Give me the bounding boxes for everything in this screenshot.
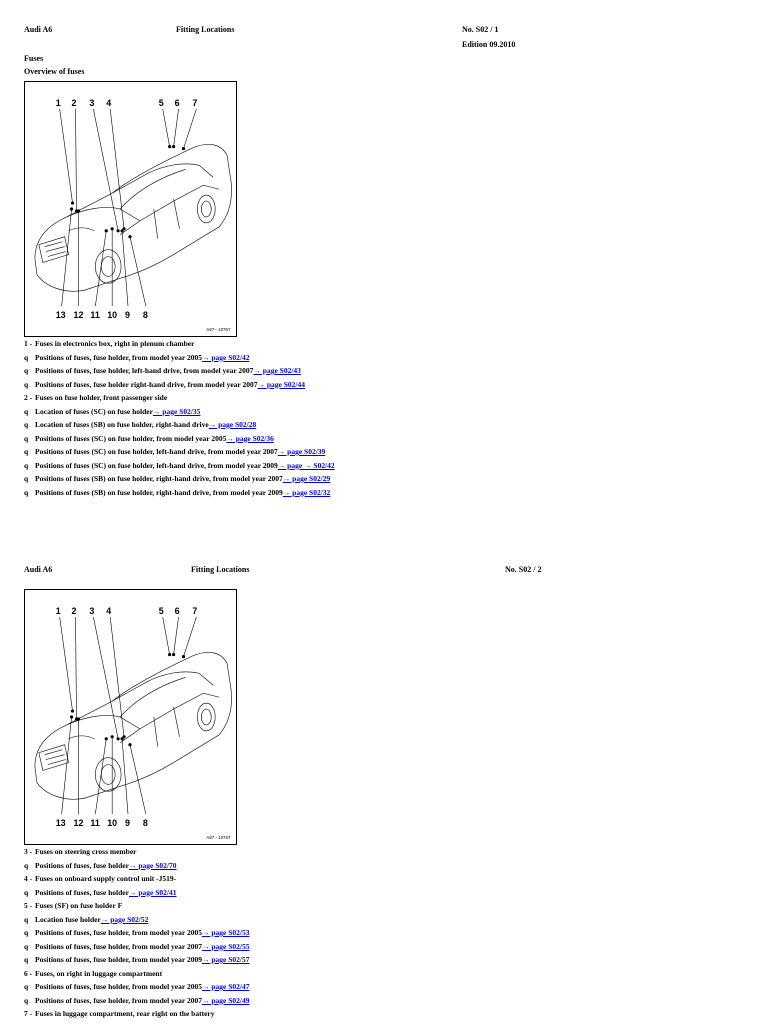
callout-7: 7: [192, 97, 198, 108]
callout-8: 8: [142, 309, 148, 320]
list-item: [24, 380, 305, 389]
list-item: [24, 915, 148, 924]
page-reference-link[interactable]: → page S02/29: [282, 474, 331, 483]
car-illustration: [25, 82, 236, 336]
list-bullet: 5 -: [24, 901, 33, 910]
list-item: [24, 420, 256, 429]
callout-2: 2: [71, 97, 77, 108]
list-item-text: Fuses in electronics box, right in plenum chamber: [35, 339, 195, 348]
list-bullet: q: [24, 433, 29, 443]
list-item: [24, 461, 335, 470]
page-reference-link[interactable]: → page S02/52: [100, 914, 149, 924]
list-bullet: 6 -: [24, 968, 33, 978]
list-item: [24, 996, 249, 1005]
page-title: Fuses: [24, 54, 44, 63]
callout-4: 4: [106, 605, 112, 616]
list-item: [24, 353, 249, 362]
list-bullet: 7 -: [24, 1009, 33, 1018]
list-item: [24, 969, 162, 978]
list-bullet: 3 -: [24, 847, 33, 856]
page-reference-link[interactable]: → page S02/32: [282, 487, 331, 497]
list-bullet: q: [24, 487, 29, 497]
list-item-text: Fuses on onboard supply control unit -J519-: [35, 874, 177, 883]
callout-6: 6: [174, 605, 180, 616]
callout-10: 10: [107, 817, 118, 828]
list-bullet: q: [24, 914, 29, 924]
list-bullet: q: [24, 955, 29, 964]
page-reference-link[interactable]: → page S02/49: [201, 995, 250, 1005]
list-item-text: Fuses (SF) on fuse holder F: [35, 901, 123, 910]
page-reference-link[interactable]: → page S02/28: [208, 420, 257, 429]
callout-13: 13: [55, 309, 66, 320]
list-bullet: q: [24, 941, 29, 951]
callout-5: 5: [158, 605, 164, 616]
callout-13: 13: [55, 817, 66, 828]
page-reference-link[interactable]: → page S02/42: [201, 352, 250, 362]
list-item: [24, 407, 200, 416]
callout-1: 1: [55, 605, 61, 616]
list-item-text: Positions of fuses, fuse holder, from model year 2005: [35, 928, 202, 937]
page-reference-link[interactable]: → page S02/70: [128, 860, 177, 870]
callout-4: 4: [106, 97, 112, 108]
list-item: [24, 447, 325, 456]
list-item-text: Fuses, on right in luggage compartment: [35, 968, 163, 978]
list-item-text: Positions of fuses, fuse holder, from model year 2005: [35, 982, 202, 991]
header-model: Audi A6: [24, 25, 53, 34]
list-item: [24, 861, 176, 870]
list-item: [24, 1009, 215, 1018]
callout-3: 3: [89, 605, 95, 616]
header-section: Fitting Locations: [176, 25, 235, 34]
list-item-text: Positions of fuses, fuse holder, from model year 2007: [35, 995, 202, 1005]
callout-11: 11: [90, 309, 100, 320]
list-item-text: Positions of fuses, fuse holder, from model year 2009: [35, 955, 202, 964]
list-item-text: Positions of fuses, fuse holder, left-hand drive, from model year 2007: [35, 366, 254, 375]
list-item: [24, 434, 274, 443]
callout-10: 10: [107, 309, 118, 320]
page-reference-link[interactable]: → page S02/39: [277, 447, 326, 456]
callout-2: 2: [71, 605, 77, 616]
list-bullet: 1 -: [24, 339, 33, 348]
list-item: [24, 928, 249, 937]
list-bullet: q: [24, 406, 29, 416]
callout-9: 9: [125, 817, 131, 828]
list-item: [24, 982, 249, 991]
list-item-text: Positions of fuses (SC) on fuse holder, from model year 2005: [35, 433, 227, 443]
list-item-text: Positions of fuses, fuse holder, from model year 2007: [35, 941, 202, 951]
list-item-text: Location of fuses (SB) on fuse holder, right-hand drive: [35, 420, 209, 429]
callout-5: 5: [158, 97, 164, 108]
page-reference-link[interactable]: → page S02/36: [226, 433, 274, 443]
list-bullet: q: [24, 474, 29, 483]
page-subtitle: Overview of fuses: [24, 67, 85, 76]
car-fuse-location-figure: [24, 81, 237, 337]
callout-9: 9: [125, 309, 131, 320]
list-bullet: q: [24, 366, 29, 375]
list-item-text: Location fuse holder: [35, 914, 101, 924]
header-number: No. S02 / 1: [462, 25, 499, 34]
list-item-text: Fuses in luggage compartment, rear right on the battery: [35, 1009, 215, 1018]
list-item: [24, 847, 137, 856]
list-item: [24, 888, 176, 897]
list-item: [24, 366, 301, 375]
header-edition: Edition 09.2010: [462, 40, 516, 49]
page-reference-link[interactable]: → page S02/44: [257, 379, 306, 389]
list-item: [24, 955, 249, 964]
list-item: [24, 874, 176, 883]
callout-11: 11: [90, 817, 100, 828]
list-item: [24, 488, 330, 497]
page-reference-link[interactable]: → page → S02/42: [277, 460, 335, 470]
page-reference-link[interactable]: → page S02/57: [201, 955, 250, 964]
list-bullet: q: [24, 928, 29, 937]
list-bullet: q: [24, 887, 29, 897]
list-bullet: q: [24, 352, 29, 362]
list-item-text: Positions of fuses, fuse holder right-hand drive, from model year 2007: [35, 379, 258, 389]
list-item-text: Positions of fuses (SB) on fuse holder, right-hand drive, from model year 2009: [35, 487, 283, 497]
car-fuse-location-figure: [24, 589, 237, 845]
callout-1: 1: [55, 97, 61, 108]
list-item-text: Positions of fuses, fuse holder: [35, 887, 129, 897]
list-item: [24, 339, 194, 348]
page-reference-link[interactable]: → page S02/41: [128, 887, 177, 897]
callout-6: 6: [174, 97, 180, 108]
list-bullet: 2 -: [24, 393, 33, 402]
list-item-text: Positions of fuses, fuse holder, from model year 2005: [35, 352, 202, 362]
page-reference-link[interactable]: → page S02/43: [253, 366, 301, 375]
list-bullet: 4 -: [24, 874, 33, 883]
page-reference-link[interactable]: → page S02/55: [201, 941, 250, 951]
callout-12: 12: [73, 309, 84, 320]
list-item-text: Positions of fuses (SC) on fuse holder, left-hand drive, from model year 2007: [35, 447, 278, 456]
list-bullet: q: [24, 995, 29, 1005]
list-item: [24, 393, 167, 402]
figure-tag: A97 - 10767: [206, 834, 231, 840]
header-model: Audi A6: [24, 565, 53, 574]
figure-tag: A97 - 10767: [206, 326, 231, 332]
callout-12: 12: [73, 817, 84, 828]
header-number: No. S02 / 2: [505, 565, 542, 574]
list-bullet: q: [24, 460, 29, 470]
list-item-text: Fuses on steering cross member: [35, 847, 137, 856]
list-bullet: q: [24, 447, 29, 456]
header-section: Fitting Locations: [191, 565, 250, 574]
callout-7: 7: [192, 605, 198, 616]
callout-8: 8: [142, 817, 148, 828]
car-illustration: [25, 590, 236, 844]
list-bullet: q: [24, 860, 29, 870]
list-bullet: q: [24, 420, 29, 429]
list-bullet: q: [24, 379, 29, 389]
list-item: [24, 901, 122, 910]
page-reference-link[interactable]: → page S02/35: [152, 406, 201, 416]
list-bullet: q: [24, 982, 29, 991]
list-item: [24, 942, 249, 951]
list-item: [24, 474, 330, 483]
list-item-text: Positions of fuses, fuse holder: [35, 860, 129, 870]
list-item-text: Fuses on fuse holder, front passenger side: [35, 393, 168, 402]
list-item-text: Location of fuses (SC) on fuse holder: [35, 406, 153, 416]
page-reference-link[interactable]: → page S02/53: [201, 928, 250, 937]
callout-3: 3: [89, 97, 95, 108]
page-reference-link[interactable]: → page S02/47: [201, 982, 250, 991]
list-item-text: Positions of fuses (SC) on fuse holder, left-hand drive, from model year 2009: [35, 460, 278, 470]
list-item-text: Positions of fuses (SB) on fuse holder, right-hand drive, from model year 2007: [35, 474, 283, 483]
